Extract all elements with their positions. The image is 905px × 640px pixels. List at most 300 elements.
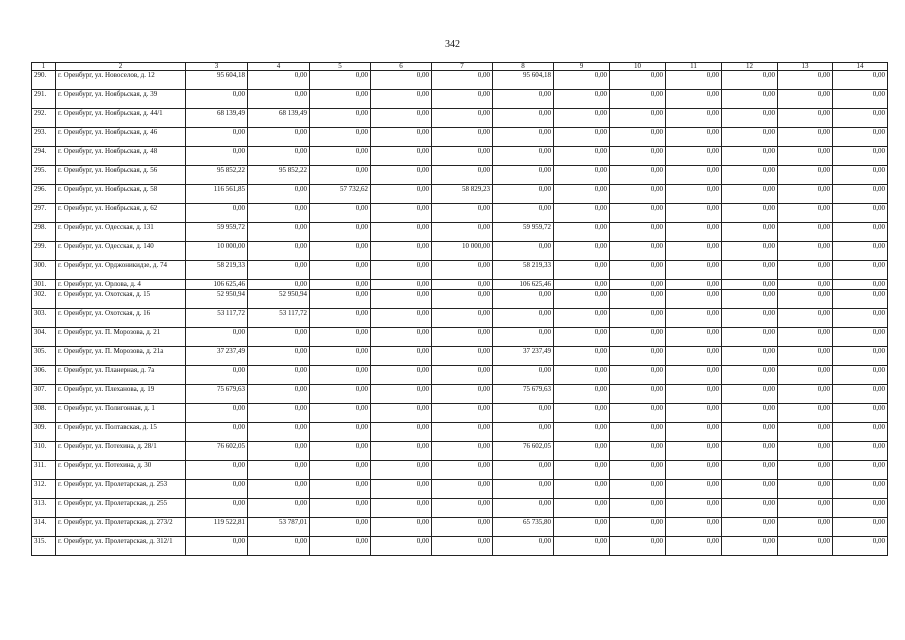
amount-cell: 0,00 [722,385,778,404]
amount-cell: 0,00 [778,71,833,90]
amount-cell: 0,00 [778,309,833,328]
amount-cell: 0,00 [310,518,371,537]
amount-cell: 0,00 [371,109,432,128]
amount-cell: 0,00 [432,423,493,442]
amount-cell: 0,00 [432,290,493,309]
amount-cell: 0,00 [666,404,722,423]
amount-cell: 0,00 [554,128,610,147]
amount-cell: 68 139,49 [186,109,248,128]
amount-cell: 0,00 [554,280,610,290]
amount-cell: 0,00 [493,166,554,185]
amount-cell: 0,00 [722,71,778,90]
amount-cell: 95 852,22 [186,166,248,185]
amount-cell: 0,00 [493,423,554,442]
amount-cell: 0,00 [722,109,778,128]
address-cell: г. Оренбург, ул. Ноябрьская, д. 62 [56,204,186,223]
amount-cell: 0,00 [371,223,432,242]
amount-cell: 0,00 [833,109,888,128]
amount-cell: 10 000,00 [186,242,248,261]
amount-cell: 0,00 [722,290,778,309]
amount-cell: 0,00 [493,366,554,385]
amount-cell: 0,00 [554,147,610,166]
amount-cell: 0,00 [248,128,310,147]
amount-cell: 0,00 [554,109,610,128]
table-row [32,280,888,290]
amount-cell: 0,00 [310,280,371,290]
address-cell: г. Оренбург, ул. Пролетарская, д. 253 [56,480,186,499]
amount-cell: 0,00 [248,242,310,261]
amount-cell: 0,00 [310,204,371,223]
amount-cell: 75 679,63 [493,385,554,404]
amount-cell: 0,00 [371,204,432,223]
amount-cell: 0,00 [432,385,493,404]
amount-cell: 0,00 [310,71,371,90]
table-row [32,147,888,166]
amount-cell: 59 959,72 [186,223,248,242]
row-number: 314. [32,518,56,537]
amount-cell: 75 679,63 [186,385,248,404]
amount-cell: 0,00 [778,128,833,147]
amount-cell: 0,00 [722,537,778,556]
amount-cell: 0,00 [778,166,833,185]
amount-cell: 0,00 [722,461,778,480]
amount-cell: 0,00 [610,109,666,128]
row-number: 296. [32,185,56,204]
amount-cell: 0,00 [310,109,371,128]
amount-cell: 0,00 [722,185,778,204]
amount-cell: 0,00 [248,537,310,556]
table-row [32,442,888,461]
address-cell: г. Оренбург, ул. Пролетарская, д. 255 [56,499,186,518]
amount-cell: 0,00 [833,261,888,280]
amount-cell: 0,00 [248,223,310,242]
table-row [32,185,888,204]
amount-cell: 0,00 [310,166,371,185]
amount-cell: 0,00 [610,261,666,280]
amount-cell: 0,00 [833,290,888,309]
amount-cell: 0,00 [722,223,778,242]
address-cell: г. Оренбург, ул. Одесская, д. 140 [56,242,186,261]
amount-cell: 116 561,85 [186,185,248,204]
amount-cell: 0,00 [610,385,666,404]
amount-cell: 0,00 [432,518,493,537]
amount-cell: 0,00 [248,204,310,223]
amount-cell: 0,00 [310,480,371,499]
amount-cell: 0,00 [778,185,833,204]
amount-cell: 0,00 [371,423,432,442]
amount-cell: 0,00 [371,480,432,499]
column-header: 11 [666,63,722,71]
address-cell: г. Оренбург, ул. Потехина, д. 28/1 [56,442,186,461]
amount-cell: 0,00 [493,404,554,423]
amount-cell: 0,00 [778,366,833,385]
amount-cell: 0,00 [186,147,248,166]
amount-cell: 0,00 [554,423,610,442]
amount-cell: 0,00 [666,480,722,499]
amount-cell: 0,00 [778,280,833,290]
amount-cell: 0,00 [833,347,888,366]
amount-cell: 0,00 [310,223,371,242]
amount-cell: 0,00 [371,404,432,423]
amount-cell: 0,00 [554,242,610,261]
amount-cell: 106 625,46 [493,280,554,290]
amount-cell: 0,00 [666,166,722,185]
column-header: 13 [778,63,833,71]
amount-cell: 0,00 [610,128,666,147]
table-row [32,404,888,423]
amount-cell: 0,00 [666,366,722,385]
amount-cell: 0,00 [722,261,778,280]
amount-cell: 76 602,05 [186,442,248,461]
amount-cell: 0,00 [554,385,610,404]
address-cell: г. Оренбург, ул. Плеханова, д. 19 [56,385,186,404]
amount-cell: 0,00 [186,480,248,499]
amount-cell: 95 852,22 [248,166,310,185]
amount-cell: 0,00 [666,309,722,328]
table-row [32,309,888,328]
amount-cell: 0,00 [610,290,666,309]
amount-cell: 0,00 [248,423,310,442]
column-header: 5 [310,63,371,71]
address-cell: г. Оренбург, ул. Орлова, д. 4 [56,280,186,290]
address-cell: г. Оренбург, ул. Ноябрьская, д. 44/1 [56,109,186,128]
amount-cell: 0,00 [432,71,493,90]
amount-cell: 65 735,80 [493,518,554,537]
amount-cell: 0,00 [310,461,371,480]
row-number: 293. [32,128,56,147]
amount-cell: 0,00 [493,328,554,347]
amount-cell: 119 522,81 [186,518,248,537]
amount-cell: 0,00 [610,90,666,109]
amount-cell: 0,00 [371,461,432,480]
row-number: 312. [32,480,56,499]
column-header: 9 [554,63,610,71]
amount-cell: 0,00 [722,204,778,223]
amount-cell: 52 950,94 [248,290,310,309]
column-header: 4 [248,63,310,71]
amount-cell: 0,00 [310,328,371,347]
address-cell: г. Оренбург, ул. Ноябрьская, д. 46 [56,128,186,147]
amount-cell: 0,00 [778,480,833,499]
amount-cell: 37 237,49 [186,347,248,366]
column-header: 12 [722,63,778,71]
amount-cell: 0,00 [432,404,493,423]
amount-cell: 0,00 [554,223,610,242]
amount-cell: 0,00 [833,185,888,204]
table-row [32,328,888,347]
amount-cell: 0,00 [432,90,493,109]
table-row [32,347,888,366]
amount-cell: 0,00 [310,147,371,166]
column-header: 3 [186,63,248,71]
amount-cell: 68 139,49 [248,109,310,128]
amount-cell: 0,00 [371,290,432,309]
amount-cell: 0,00 [833,223,888,242]
amount-cell: 58 829,23 [432,185,493,204]
amount-cell: 0,00 [186,328,248,347]
column-header: 14 [833,63,888,71]
amount-cell: 0,00 [371,499,432,518]
amount-cell: 0,00 [493,147,554,166]
amount-cell: 0,00 [248,185,310,204]
amount-cell: 0,00 [778,461,833,480]
amount-cell: 0,00 [722,442,778,461]
amount-cell: 0,00 [186,423,248,442]
amount-cell: 0,00 [833,537,888,556]
amount-cell: 0,00 [371,261,432,280]
amount-cell: 0,00 [432,347,493,366]
amount-cell: 0,00 [554,290,610,309]
amount-cell: 0,00 [186,461,248,480]
address-cell: г. Оренбург, ул. П. Морозова, д. 21а [56,347,186,366]
address-cell: г. Оренбург, ул. Полигонная, д. 1 [56,404,186,423]
amount-cell: 0,00 [610,347,666,366]
amount-cell: 0,00 [666,328,722,347]
amount-cell: 0,00 [371,242,432,261]
amount-cell: 0,00 [554,261,610,280]
amount-cell: 0,00 [778,109,833,128]
amount-cell: 0,00 [666,499,722,518]
amount-cell: 0,00 [722,90,778,109]
address-cell: г. Оренбург, ул. Ноябрьская, д. 39 [56,90,186,109]
amount-cell: 0,00 [371,166,432,185]
amount-cell: 0,00 [833,461,888,480]
amount-cell: 0,00 [248,404,310,423]
amount-cell: 0,00 [554,499,610,518]
amount-cell: 0,00 [666,423,722,442]
amount-cell: 0,00 [554,404,610,423]
column-header: 10 [610,63,666,71]
amount-cell: 0,00 [554,442,610,461]
amount-cell: 0,00 [722,166,778,185]
amount-cell: 0,00 [722,366,778,385]
address-cell: г. Оренбург, ул. Ноябрьская, д. 56 [56,166,186,185]
amount-cell: 0,00 [833,204,888,223]
address-cell: г. Оренбург, ул. Ноябрьская, д. 48 [56,147,186,166]
amount-cell: 0,00 [666,109,722,128]
amount-cell: 0,00 [554,90,610,109]
amount-cell: 0,00 [610,204,666,223]
amount-cell: 0,00 [833,128,888,147]
table-row [32,518,888,537]
table-body [32,71,888,556]
address-cell: г. Оренбург, ул. Одесская, д. 131 [56,223,186,242]
amount-cell: 0,00 [432,309,493,328]
amount-cell: 0,00 [833,147,888,166]
amount-cell: 0,00 [666,537,722,556]
amount-cell: 0,00 [778,147,833,166]
amount-cell: 0,00 [610,366,666,385]
column-header: 8 [493,63,554,71]
amount-cell: 0,00 [248,328,310,347]
amount-cell: 0,00 [833,404,888,423]
amount-cell: 0,00 [833,242,888,261]
amount-cell: 0,00 [186,499,248,518]
amount-cell: 0,00 [610,461,666,480]
amount-cell: 0,00 [778,404,833,423]
amount-cell: 0,00 [778,242,833,261]
amount-cell: 0,00 [833,71,888,90]
amount-cell: 0,00 [248,261,310,280]
amount-cell: 0,00 [722,480,778,499]
amount-cell: 0,00 [610,166,666,185]
amount-cell: 0,00 [833,518,888,537]
amount-cell: 0,00 [432,499,493,518]
header-row [32,63,888,71]
amount-cell: 0,00 [432,461,493,480]
amount-cell: 0,00 [833,423,888,442]
row-number: 305. [32,347,56,366]
amount-cell: 0,00 [554,366,610,385]
amount-cell: 0,00 [554,166,610,185]
amount-cell: 0,00 [610,185,666,204]
row-number: 297. [32,204,56,223]
amount-cell: 0,00 [778,499,833,518]
table-row [32,90,888,109]
amount-cell: 0,00 [722,404,778,423]
row-number: 291. [32,90,56,109]
table-row [32,242,888,261]
amount-cell: 0,00 [432,147,493,166]
row-number: 306. [32,366,56,385]
address-cell: г. Оренбург, ул. Полтавская, д. 15 [56,423,186,442]
amount-cell: 0,00 [493,204,554,223]
amount-cell: 0,00 [778,90,833,109]
amount-cell: 0,00 [610,223,666,242]
row-number: 311. [32,461,56,480]
row-number: 313. [32,499,56,518]
amount-cell: 0,00 [432,128,493,147]
amount-cell: 95 604,18 [186,71,248,90]
amount-cell: 0,00 [722,499,778,518]
row-number: 309. [32,423,56,442]
amount-cell: 0,00 [722,128,778,147]
amount-cell: 0,00 [778,423,833,442]
table-row [32,537,888,556]
row-number: 310. [32,442,56,461]
amount-cell: 0,00 [248,461,310,480]
table-row [32,223,888,242]
amount-cell: 0,00 [610,499,666,518]
amount-cell: 0,00 [666,442,722,461]
amount-cell: 0,00 [432,261,493,280]
amount-cell: 0,00 [310,290,371,309]
row-number: 295. [32,166,56,185]
amount-cell: 0,00 [610,309,666,328]
amount-cell: 0,00 [778,537,833,556]
address-cell: г. Оренбург, ул. Охотская, д. 16 [56,309,186,328]
amount-cell: 0,00 [722,242,778,261]
amount-cell: 0,00 [432,328,493,347]
amount-cell: 0,00 [666,261,722,280]
amount-cell: 0,00 [310,261,371,280]
amount-cell: 0,00 [833,499,888,518]
amount-cell: 0,00 [778,385,833,404]
row-number: 300. [32,261,56,280]
amount-cell: 0,00 [371,71,432,90]
amount-cell: 76 602,05 [493,442,554,461]
amount-cell: 0,00 [248,347,310,366]
table-row [32,109,888,128]
amount-cell: 0,00 [248,385,310,404]
amount-cell: 0,00 [310,242,371,261]
row-number: 298. [32,223,56,242]
amount-cell: 0,00 [610,242,666,261]
amount-cell: 0,00 [722,147,778,166]
amount-cell: 0,00 [371,537,432,556]
amount-cell: 0,00 [554,480,610,499]
amount-cell: 0,00 [666,385,722,404]
address-cell: г. Оренбург, ул. П. Морозова, д. 21 [56,328,186,347]
amount-cell: 0,00 [493,185,554,204]
address-cell: г. Оренбург, ул. Пролетарская, д. 312/1 [56,537,186,556]
column-header: 2 [56,63,186,71]
amount-cell: 0,00 [310,90,371,109]
column-header: 6 [371,63,432,71]
row-number: 302. [32,290,56,309]
amount-cell: 0,00 [493,537,554,556]
amount-cell: 0,00 [493,309,554,328]
amount-cell: 0,00 [778,328,833,347]
amount-cell: 106 625,46 [186,280,248,290]
row-number: 315. [32,537,56,556]
table-row [32,290,888,309]
amount-cell: 0,00 [432,204,493,223]
amount-cell: 0,00 [493,461,554,480]
amount-cell: 0,00 [371,385,432,404]
amount-cell: 0,00 [666,518,722,537]
amount-cell: 0,00 [310,309,371,328]
row-number: 307. [32,385,56,404]
amount-cell: 0,00 [186,128,248,147]
amount-cell: 0,00 [371,309,432,328]
address-cell: г. Оренбург, ул. Ноябрьская, д. 58 [56,185,186,204]
amount-cell: 0,00 [432,480,493,499]
amount-cell: 0,00 [310,404,371,423]
amount-cell: 0,00 [554,518,610,537]
amount-cell: 0,00 [722,423,778,442]
amount-cell: 0,00 [371,347,432,366]
amount-cell: 0,00 [554,71,610,90]
amount-cell: 0,00 [432,109,493,128]
amount-cell: 95 604,18 [493,71,554,90]
amount-cell: 0,00 [554,537,610,556]
amount-cell: 0,00 [610,537,666,556]
amount-cell: 0,00 [778,290,833,309]
amount-cell: 0,00 [310,128,371,147]
amount-cell: 0,00 [186,204,248,223]
amount-cell: 0,00 [371,147,432,166]
amount-cell: 0,00 [248,280,310,290]
amount-cell: 0,00 [310,423,371,442]
amount-cell: 0,00 [554,204,610,223]
amount-cell: 0,00 [493,290,554,309]
amount-cell: 0,00 [778,223,833,242]
amount-cell: 0,00 [371,128,432,147]
amount-cell: 0,00 [666,242,722,261]
amount-cell: 0,00 [186,537,248,556]
amount-cell: 0,00 [248,442,310,461]
table-row [32,423,888,442]
amount-cell: 0,00 [610,518,666,537]
amount-cell: 0,00 [722,328,778,347]
amount-cell: 53 117,72 [186,309,248,328]
amount-cell: 0,00 [432,442,493,461]
amount-cell: 0,00 [833,385,888,404]
amount-cell: 0,00 [666,147,722,166]
amount-cell: 0,00 [432,366,493,385]
amount-cell: 0,00 [371,442,432,461]
